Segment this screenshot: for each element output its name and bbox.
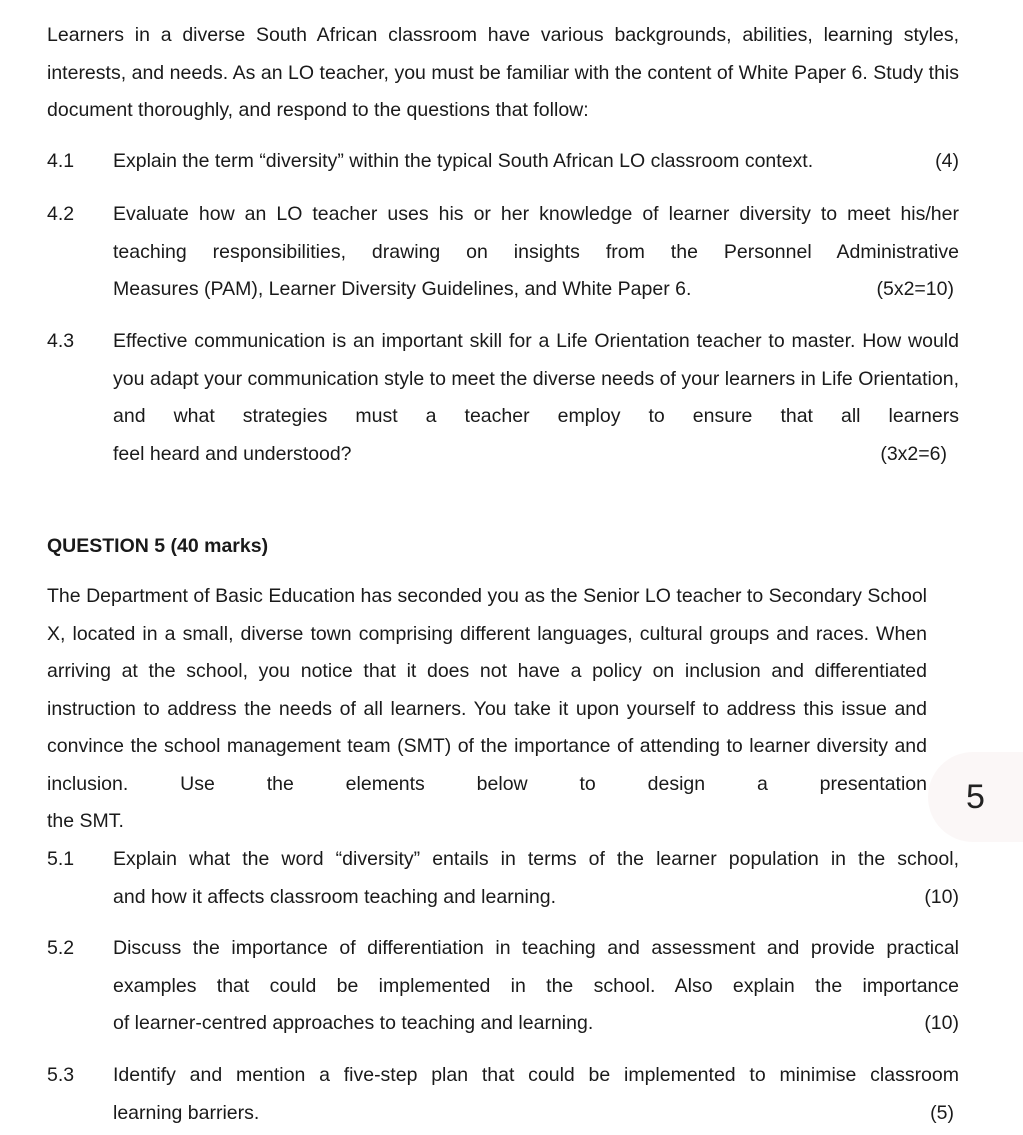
question-text: Identify and mention a five-step plan that could be implemented to minimise classroom [113,1064,959,1086]
question-mark-allocation: (10) [924,885,959,908]
question-text: Discuss the importance of differentiation in teaching and assessment and provide practical examples that could be implemented in the school. Also explain the importance [113,937,959,997]
question-5-intro-end: the SMT. [47,810,124,832]
question-text: Explain the term “diversity” within the typical South African LO classroom context. [113,150,814,172]
question-number: 4.3 [47,330,75,352]
question-text-end: Measures (PAM), Learner Diversity Guidelines, and White Paper 6. [113,278,692,300]
intro-paragraph: Learners in a diverse South African classroom have various backgrounds, abilities, learning styles, interests, and needs. As an LO teacher, you must be familiar with the content of White Paper 6. Study this document thoroughly, and respond to the questions that follow: [47,24,959,121]
question-text: Effective communication is an important skill for a Life Orientation teacher to master. How would you adapt your communication style to meet the diverse needs of your learners in Life Orientation, and what strategies must a teacher employ to ensure that all learners [113,330,959,427]
question-5-3 [47,1057,959,1132]
question-5-2 [47,930,959,1043]
question-mark-allocation: (5x2=10) [876,278,954,300]
question-text-end: of learner-centred approaches to teaching and learning. [113,1012,594,1034]
question-5-1 [47,841,959,916]
question-5-intro: The Department of Basic Education has seconded you as the Senior LO teacher to Secondary School X, located in a small, diverse town comprising different languages, cultural groups and races. When arriving at the school, you notice that it does not have a policy on inclusion and differentiated instruction to address the needs of all learners. You take it upon yourself to address this issue and convince the school management team (SMT) of the importance of attending to learner diversity and inclusion. Use the elements below to design a presentation [47,585,927,795]
question-number: 4.2 [47,203,75,225]
question-number: 5.1 [47,848,75,870]
question-4-3 [47,323,959,473]
page-number-badge[interactable]: 5 [928,752,1023,842]
question-mark-allocation: (10) [924,1012,959,1034]
question-number: 4.1 [47,150,75,172]
question-mark-allocation: (4) [935,150,959,172]
question-text: Explain what the word “diversity” entails in terms of the learner population in the school, [113,848,959,870]
question-number: 5.3 [47,1064,75,1086]
question-text-end: feel heard and understood? [113,442,352,465]
question-text: Evaluate how an LO teacher uses his or her knowledge of learner diversity to meet his/her teaching responsibilities, drawing on insights from the Personnel Administrative [113,203,959,263]
question-number: 5.2 [47,937,75,959]
question-mark-allocation: (3x2=6) [880,442,947,465]
question-text-end: and how it affects classroom teaching and learning. [113,885,556,908]
question-5-heading: QUESTION 5 (40 marks) [47,535,269,557]
question-mark-allocation: (5) [930,1101,954,1124]
question-4-2 [47,196,959,309]
question-4-1 [47,143,959,181]
question-text-end: learning barriers. [113,1101,260,1124]
